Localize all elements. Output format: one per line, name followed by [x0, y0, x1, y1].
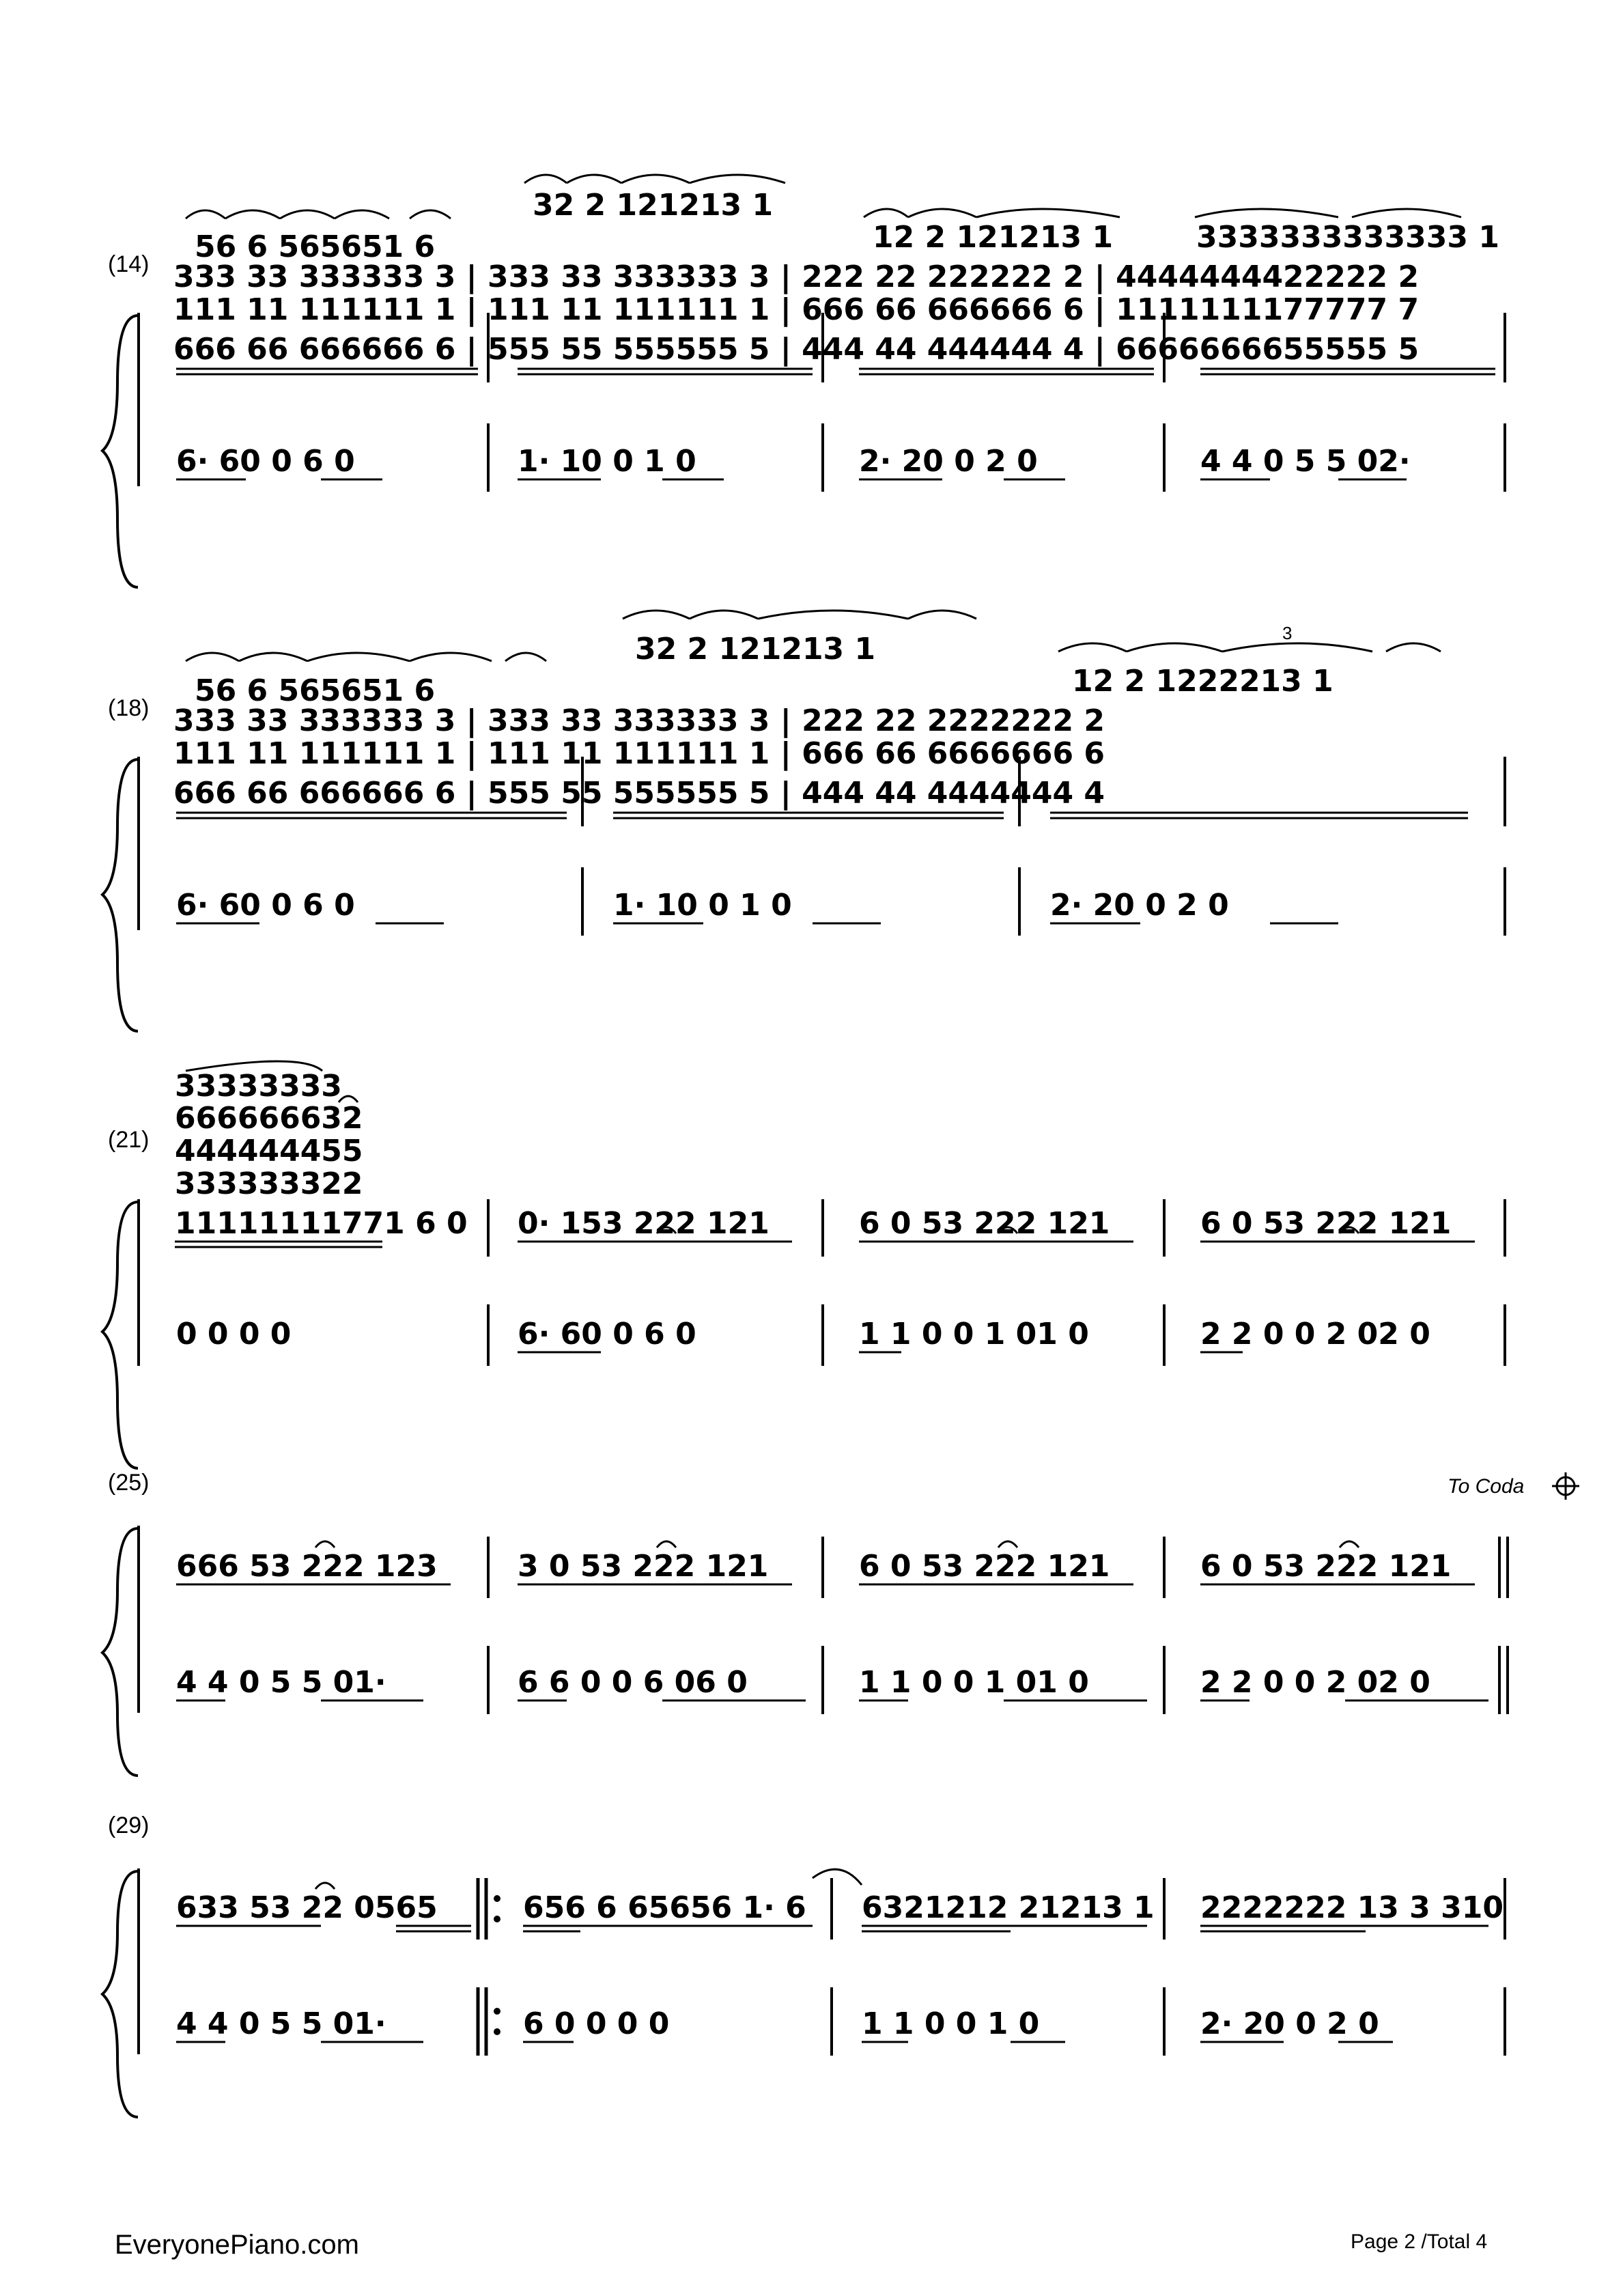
treble-measure: 6 0 53 222 121: [1200, 1206, 1452, 1241]
melody-measure: 12 2 1222213 1: [1072, 664, 1333, 699]
chord-row: 111 11 111111 1 | 111 11 111111 1 | 666 66 666666 6 | 1111111177777 7: [173, 292, 1420, 327]
treble-measure: 6321212 21213 1: [862, 1890, 1155, 1925]
bass-measure: 4 4 0 5 5 02·: [1200, 444, 1411, 479]
treble-measure: 656 6 65656 1· 6: [523, 1890, 806, 1925]
bass-measure: 2 2 0 0 2 02 0: [1200, 1665, 1430, 1700]
grand-staff-brace: [102, 1871, 138, 2117]
grand-staff-brace: [102, 759, 138, 1031]
system-29: [102, 1812, 1505, 2117]
bass-measure: 6· 60 0 6 0: [518, 1317, 696, 1352]
melody-measure: 32 2 121213 1: [533, 188, 774, 223]
bass-measure: 1· 10 0 1 0: [518, 444, 696, 479]
treble-measure: 3 0 53 222 121: [518, 1549, 769, 1584]
bass-measure: 4 4 0 5 5 01·: [176, 1665, 386, 1700]
chord-row: 666 66 666666 6 | 555 55 555555 5 | 444 44 444444 4 | 6666666655555 5: [173, 332, 1420, 367]
bass-measure: 1 1 0 0 1 01 0: [859, 1665, 1089, 1700]
bass-measure: 2 2 0 0 2 02 0: [1200, 1317, 1430, 1352]
chord-row: 333 33 333333 3 | 333 33 333333 3 | 222 22 2222222 2: [173, 703, 1105, 738]
melody-measure: 32 2 121213 1: [635, 632, 876, 667]
measure-number-14: (14): [108, 251, 150, 277]
grand-staff-brace: [102, 1528, 138, 1776]
triplet-marker: 3: [1282, 623, 1293, 643]
measure-number-25: (25): [108, 1470, 150, 1496]
bass-measure: 1· 10 0 1 0: [613, 888, 792, 923]
chord-row: 333333322: [175, 1166, 363, 1201]
bass-measure: 6 0 0 0 0: [523, 2006, 670, 2041]
to-coda-label: To Coda: [1448, 1475, 1525, 1498]
page-indicator: Page 2 /Total 4: [1351, 2230, 1488, 2253]
system-25: [102, 1470, 1579, 1776]
chord-row: 666 66 666666 6 | 555 55 555555 5 | 444 44 4444444 4: [173, 776, 1105, 811]
slur-group: [186, 175, 1461, 219]
coda-icon: [1552, 1472, 1579, 1500]
system-21: [102, 1061, 1505, 1468]
bass-measure: 0 0 0 0: [176, 1317, 292, 1352]
repeat-dot: [494, 1916, 500, 1922]
system-14: [102, 175, 1505, 587]
grand-staff-brace: [102, 1202, 138, 1468]
chord-row: 333 33 333333 3 | 333 33 333333 3 | 222 22 222222 2 | 4444444422222 2: [173, 260, 1420, 294]
treble-measure: 666 53 222 123: [176, 1549, 438, 1584]
treble-measure: 6 0 53 222 121: [859, 1206, 1110, 1241]
site-watermark: EveryonePiano.com: [115, 2230, 359, 2260]
bass-measure: 2· 20 0 2 0: [1050, 888, 1229, 923]
bass-measure: 2· 20 0 2 0: [1200, 2006, 1379, 2041]
chord-row: 666666632: [175, 1101, 363, 1136]
treble-measure: 6 0 53 222 121: [859, 1549, 1110, 1584]
measure-number-21: (21): [108, 1127, 150, 1153]
grand-staff-brace: [102, 316, 138, 587]
chord-row: 33333333: [175, 1069, 342, 1104]
melody-measure: 3333333333333 1: [1196, 220, 1499, 255]
bass-measure: 6· 60 0 6 0: [176, 888, 355, 923]
melody-measure: 56 6 565651 6: [195, 673, 436, 708]
repeat-dot: [494, 2008, 500, 2015]
treble-measure: 6 0 53 222 121: [1200, 1549, 1452, 1584]
treble-measure: 633 53 22 0565: [176, 1890, 438, 1925]
treble-measure: 0· 153 222 121: [518, 1206, 770, 1241]
slur-group: [315, 1869, 862, 1889]
system-18: [102, 611, 1505, 1031]
melody-measure: 12 2 121213 1: [873, 220, 1114, 255]
melody-measure: 56 6 565651 6: [195, 229, 436, 264]
beam-lines: [176, 813, 1468, 923]
slur-group: [315, 1541, 1359, 1548]
bass-measure: 4 4 0 5 5 01·: [176, 2006, 386, 2041]
treble-measure: 11111111771 6 0: [175, 1206, 468, 1241]
bass-measure: 6· 60 0 6 0: [176, 444, 355, 479]
repeat-dot: [494, 2028, 500, 2035]
measure-number-18: (18): [108, 695, 150, 721]
repeat-dot: [494, 1895, 500, 1902]
bass-measure: 1 1 0 0 1 0: [862, 2006, 1040, 2041]
chord-row: 111 11 111111 1 | 111 11 111111 1 | 666 66 6666666 6: [173, 736, 1105, 771]
bass-measure: 6 6 0 0 6 06 0: [518, 1665, 748, 1700]
chord-row: 444444455: [175, 1134, 363, 1168]
treble-measure: 2222222 13 3 310: [1200, 1890, 1504, 1925]
measure-number-29: (29): [108, 1812, 150, 1838]
bass-measure: 2· 20 0 2 0: [859, 444, 1038, 479]
bass-measure: 1 1 0 0 1 01 0: [859, 1317, 1089, 1352]
